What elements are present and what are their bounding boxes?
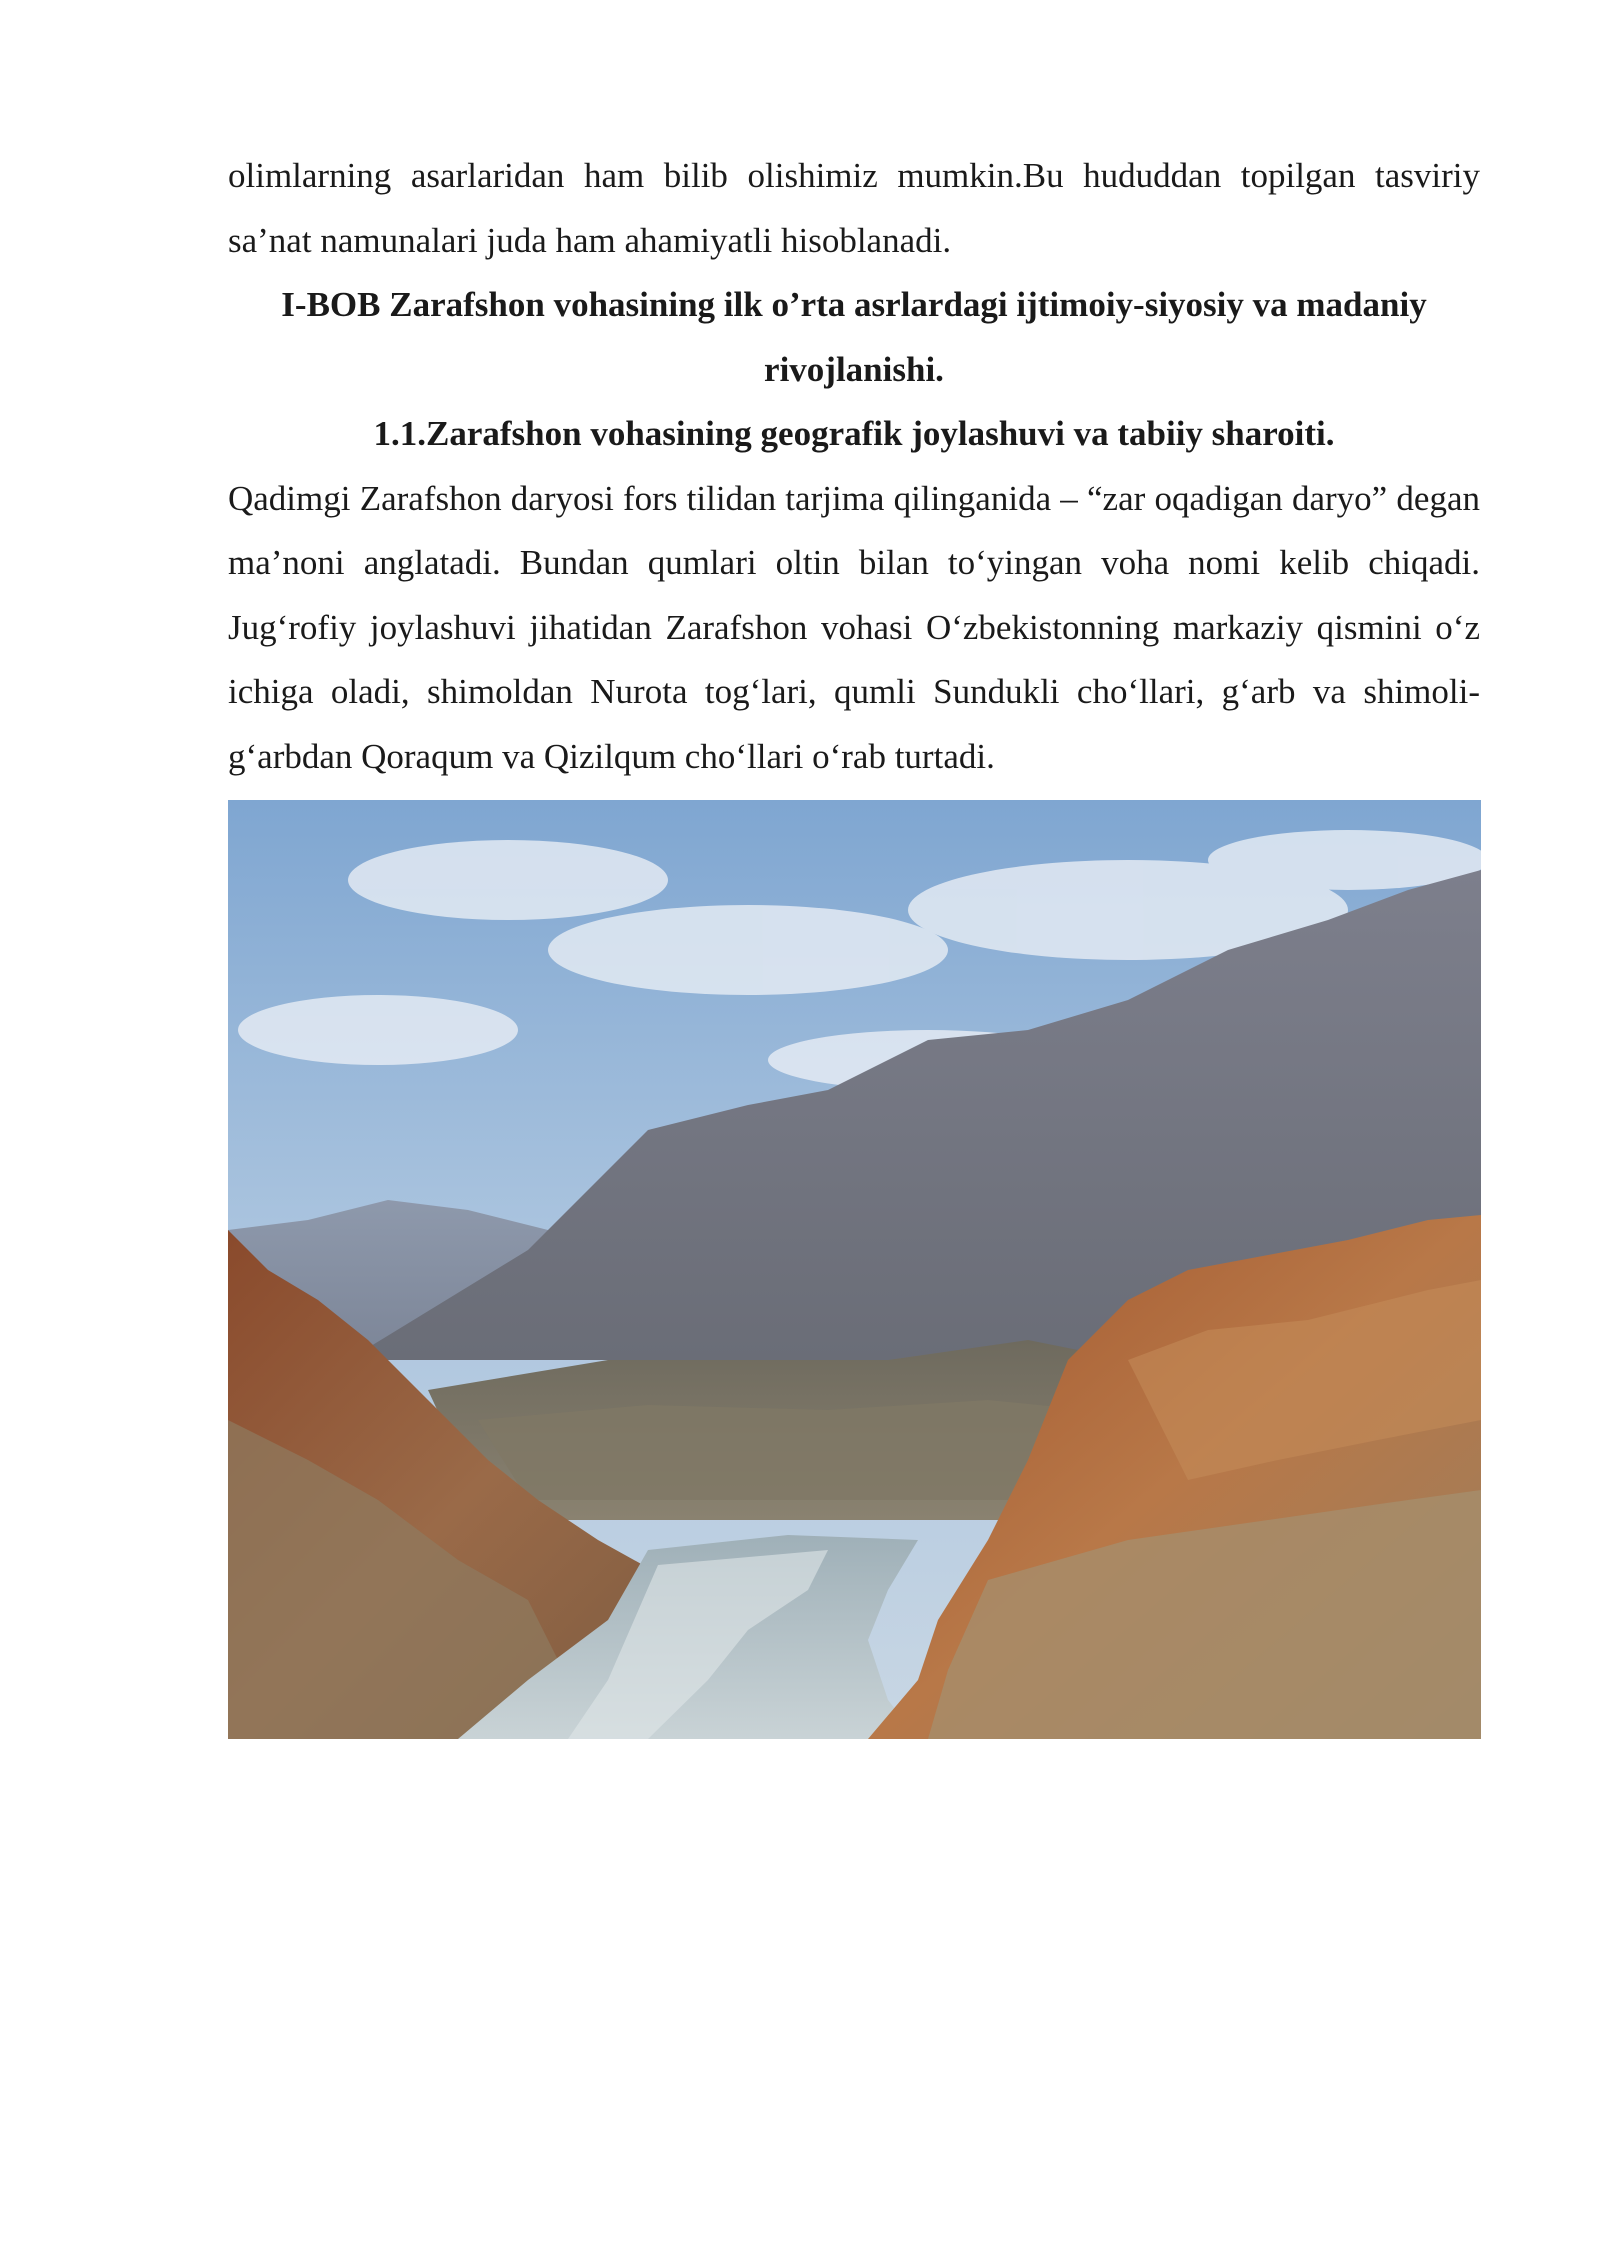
chapter-heading-line-1: I-BOB Zarafshon vohasining ilk o’rta asrlardagi ijtimoiy-siyosiy va madaniy: [281, 285, 1427, 324]
intro-paragraph: olimlarning asarlaridan ham bilib olishimiz mumkin.Bu hududdan topilgan tasviriy sa’nat namunalari juda ham ahamiyatli hisoblanadi.: [228, 156, 1480, 260]
river-valley-photo: [228, 800, 1481, 1739]
section-heading: 1.1.Zarafshon vohasining geografik joylashuvi va tabiiy sharoiti.: [373, 414, 1335, 453]
chapter-heading-line-2: rivojlanishi.: [764, 349, 944, 389]
text-block: [228, 144, 1480, 789]
body-paragraph: Qadimgi Zarafshon daryosi fors tilidan tarjima qilinganida – “zar oqadigan daryo” degan ma’noni anglatadi. Bundan qumlari oltin bilan to‘yingan voha nomi kelib chiqadi. Jug‘rofiy joylashuvi jihatidan Zarafshon vohasi O‘zbekistonning markaziy qismini o‘z ichiga oladi, shimoldan Nurota tog‘lari, qumli Sundukli cho‘llari, g‘arb va shimoli-g‘arbdan Qoraqum va Qizilqum cho‘llari o‘rab turtadi.: [228, 478, 1480, 776]
